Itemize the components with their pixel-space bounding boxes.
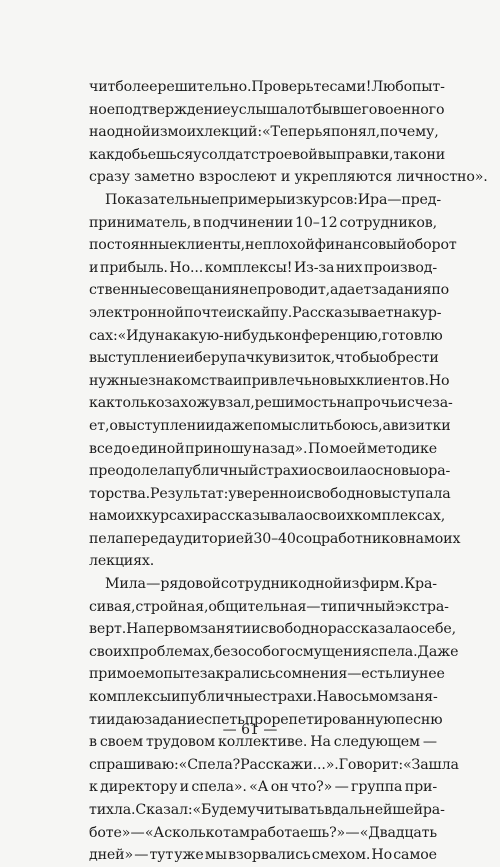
page-number: — 61 — — [222, 722, 278, 738]
body-text — [89, 76, 488, 867]
text-line: пела перед аудиторией 30–40 соцработников на моих — [89, 530, 461, 547]
text-line: в своем трудовом коллективе. На следующем — — [89, 734, 437, 751]
text-line: Мила — рядовой сотрудник одной из фирм. Кра- — [105, 576, 437, 593]
text-line: электронной почте и скайпу. Рассказывает на кур- — [89, 304, 442, 321]
text-line: нужные знакомства и привлечь новых клиентов. Но — [89, 372, 450, 389]
text-line: ное подтверждение услышал от бывшего военного — [89, 101, 445, 118]
text-line: сах: «Иду на какую-нибудь конференцию, готовлю — [89, 327, 443, 344]
text-line: комплексы и публичные страхи. На восьмом заня- — [89, 689, 438, 706]
text-line: боте» — «А сколько там работаешь?» — «Двадцать — [89, 824, 437, 841]
text-line: все до единой приношу назад». По моей методике — [89, 440, 437, 457]
text-line: лекциях. — [89, 553, 155, 570]
text-line: спрашиваю: «Спела? Расскажи...». Говорит: «Зашла — [89, 756, 459, 773]
text-line: дней» — тут уже мы взорвались смехом. Но самое — [89, 847, 437, 864]
text-line: при моем опыте закрались сомнения — есть ли у нее — [89, 666, 445, 683]
text-line: ственные совещания не проводит, а дает задания по — [89, 282, 450, 299]
text-line: на моих курсах и рассказывала о своих комплексах, — [89, 508, 446, 525]
text-line: и прибыль. Но... комплексы! Из-за них производ- — [89, 259, 437, 276]
text-line: сразу заметно взрослеют и укрепляются личностно». — [89, 169, 488, 186]
text-line: к директору и спела». «А он что?» — группа при- — [89, 779, 437, 796]
text-line: тихла. Сказал: «Будем учитывать в дальнейшей ра- — [89, 802, 445, 818]
text-line: Показательные примеры из курсов: Ира — пред- — [105, 191, 442, 208]
text-line: преодолела публичный страх и освоила основы ора- — [89, 463, 451, 480]
text-line: сивая, стройная, общительная — типичный экстра- — [89, 598, 449, 615]
text-line: как добьешься у солдат строевой выправки, так они — [89, 146, 446, 163]
text-line: выступление и беру пачку визиток, чтобы обрести — [89, 350, 439, 367]
text-line: чит более решительно. Проверьте сами! Любопыт- — [89, 79, 445, 95]
text-line: тии даю задание спеть прорепетированную песню — [89, 711, 443, 728]
text-line: верт. На первом занятии свободно рассказала о себе, — [89, 621, 457, 638]
text-line: ет, о выступлении даже помыслить боюсь, а визитки — [89, 417, 451, 434]
text-line: как только захожу в зал, решимость напрочь исчеза- — [89, 395, 453, 412]
text-line: приниматель, в подчинении 10–12 сотрудников, — [89, 214, 437, 231]
text-line: на одной из моих лекций: «Теперь я понял, почему, — [89, 124, 439, 141]
text-line: своих проблемах, без особого смущения спела. Даже — [89, 643, 459, 660]
text-line: постоянные клиенты, неплохой финансовый оборот — [89, 237, 457, 254]
text-line: торства. Результат: уверенно и свободно выступала — [89, 485, 451, 502]
